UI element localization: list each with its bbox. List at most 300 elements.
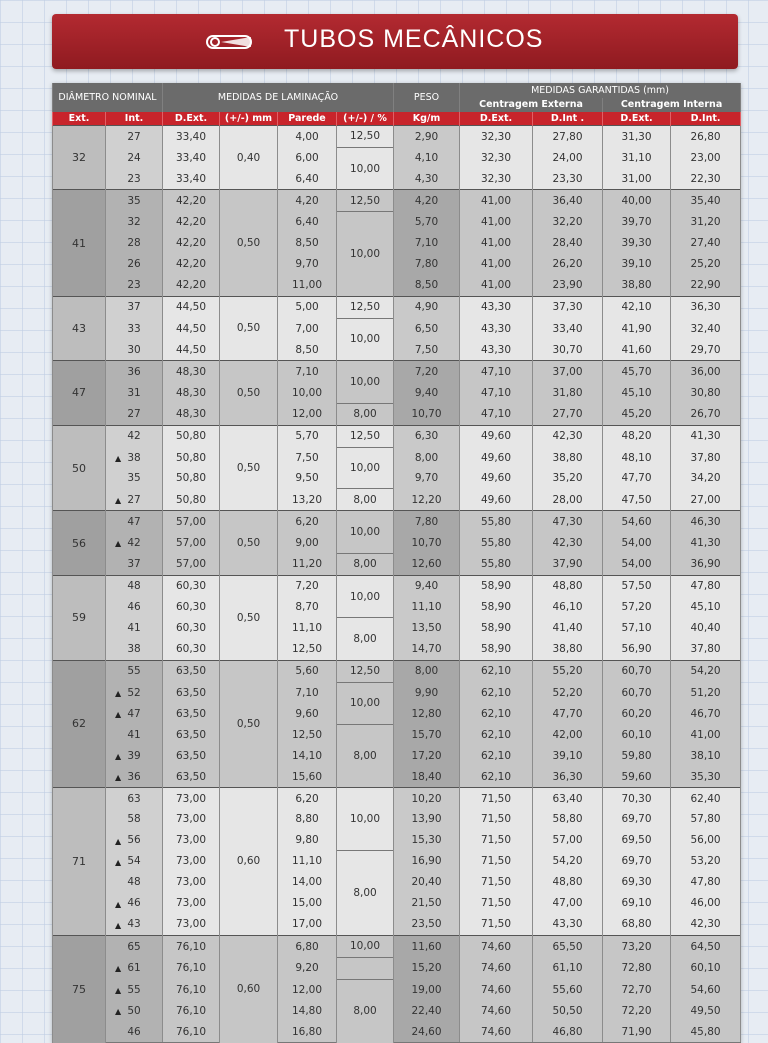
cell-ce-dext: 62,10 [460, 766, 533, 787]
cell-int-value: 54 [127, 855, 141, 868]
cell-kgm: 15,70 [394, 724, 460, 745]
cell-parede: 9,70 [278, 254, 337, 275]
cell-ce-dint: 43,30 [533, 914, 603, 935]
cell-ext: 75 [53, 935, 106, 1042]
cell-dext: 73,00 [163, 872, 220, 893]
cell-kgm: 4,90 [394, 296, 460, 318]
cell-parede: 6,20 [278, 511, 337, 532]
cell-int-value: 38 [127, 643, 141, 656]
cell-ce-dext: 58,90 [460, 575, 533, 596]
cell-int [106, 575, 163, 596]
cell-parede: 16,80 [278, 1021, 337, 1042]
cell-ce-dint: 28,00 [533, 489, 603, 511]
cell-ce-dint: 38,80 [533, 447, 603, 468]
table-row [53, 914, 741, 935]
cell-int [106, 190, 163, 212]
cell-kgm: 10,70 [394, 532, 460, 553]
cell-ci-dint: 40,40 [671, 618, 741, 639]
cell-ce-dint: 61,10 [533, 957, 603, 979]
cell-ce-dext: 74,60 [460, 1000, 533, 1021]
cell-ci-dext: 72,70 [603, 979, 671, 1000]
cell-ce-dint: 42,30 [533, 425, 603, 447]
cell-kgm: 14,70 [394, 639, 460, 660]
cell-int-value: 30 [127, 343, 141, 356]
cell-ci-dint: 22,90 [671, 275, 741, 296]
cell-ci-dext: 39,70 [603, 212, 671, 233]
cell-ce-dint: 26,20 [533, 254, 603, 275]
col-ext: Ext. [53, 112, 106, 126]
cell-ci-dint: 54,20 [671, 660, 741, 682]
cell-ci-dint: 45,80 [671, 1021, 741, 1042]
cell-ci-dint: 36,90 [671, 553, 741, 575]
cell-ce-dint: 30,70 [533, 339, 603, 360]
cell-ce-dext: 71,50 [460, 788, 533, 809]
cell-kgm: 9,40 [394, 382, 460, 403]
table-row [53, 553, 741, 575]
cell-parede: 6,40 [278, 168, 337, 189]
cell-ce-dext: 47,10 [460, 361, 533, 382]
header-peso: PESO [394, 83, 460, 112]
cell-ci-dint: 64,50 [671, 935, 741, 957]
cell-ci-dint: 57,80 [671, 809, 741, 830]
cell-kgm: 11,60 [394, 935, 460, 957]
cell-parede: 6,00 [278, 147, 337, 168]
cell-dext: 63,50 [163, 745, 220, 766]
table-row [53, 724, 741, 745]
col-tol-mm: (+/-) mm [220, 112, 278, 126]
cell-ci-dext: 60,10 [603, 724, 671, 745]
cell-kgm: 7,10 [394, 233, 460, 254]
cell-tol-pct: 10,00 [337, 935, 394, 957]
table-row [53, 935, 741, 957]
col-ci-dint: D.Int. [671, 112, 741, 126]
cell-ce-dint: 33,40 [533, 318, 603, 339]
cell-int-value: 46 [127, 1025, 141, 1038]
cell-ce-dext: 41,00 [460, 275, 533, 296]
cell-ce-dint: 36,40 [533, 190, 603, 212]
cell-parede: 11,20 [278, 553, 337, 575]
cell-ce-dint: 47,00 [533, 893, 603, 914]
table-row [53, 597, 741, 618]
cell-ci-dint: 32,40 [671, 318, 741, 339]
cell-int-value: 58 [127, 813, 141, 826]
cell-parede: 5,00 [278, 296, 337, 318]
cell-ce-dint: 32,20 [533, 212, 603, 233]
cell-ce-dext: 41,00 [460, 233, 533, 254]
cell-parede: 8,80 [278, 809, 337, 830]
cell-int [106, 724, 163, 745]
cell-ce-dext: 74,60 [460, 979, 533, 1000]
triangle-marker-icon: ▲ [115, 752, 122, 762]
cell-ce-dint: 52,20 [533, 682, 603, 703]
cell-kgm: 7,80 [394, 511, 460, 532]
cell-ci-dint: 41,30 [671, 425, 741, 447]
cell-tol-mm: 0,50 [220, 361, 278, 425]
cell-ci-dext: 56,90 [603, 639, 671, 660]
triangle-marker-icon: ▲ [115, 920, 122, 930]
cell-ci-dint: 46,70 [671, 703, 741, 724]
cell-int-value: 48 [127, 580, 141, 593]
cell-int [106, 126, 163, 148]
cell-ce-dext: 49,60 [460, 489, 533, 511]
cell-ci-dext: 48,10 [603, 447, 671, 468]
cell-kgm: 6,30 [394, 425, 460, 447]
col-ce-dext: D.Ext. [460, 112, 533, 126]
cell-ci-dext: 42,10 [603, 296, 671, 318]
cell-ce-dext: 74,60 [460, 1021, 533, 1042]
cell-dext: 73,00 [163, 851, 220, 872]
triangle-marker-icon: ▲ [115, 899, 122, 909]
cell-kgm: 20,40 [394, 872, 460, 893]
cell-ce-dext: 55,80 [460, 553, 533, 575]
cell-tol-mm: 0,60 [220, 788, 278, 936]
cell-kgm: 16,90 [394, 851, 460, 872]
cell-ci-dext: 41,90 [603, 318, 671, 339]
cell-kgm: 15,30 [394, 830, 460, 851]
cell-int [106, 682, 163, 703]
table-row [53, 489, 741, 511]
cell-int [106, 766, 163, 787]
cell-dext: 76,10 [163, 957, 220, 979]
cell-dext: 73,00 [163, 809, 220, 830]
cell-kgm: 17,20 [394, 745, 460, 766]
cell-dext: 50,80 [163, 489, 220, 511]
cell-ci-dint: 56,00 [671, 830, 741, 851]
cell-ext: 56 [53, 511, 106, 575]
cell-int-value: 41 [127, 728, 141, 741]
cell-int [106, 1021, 163, 1042]
cell-int [106, 639, 163, 660]
cell-ci-dint: 37,80 [671, 639, 741, 660]
cell-int [106, 1000, 163, 1021]
cell-ci-dext: 38,80 [603, 275, 671, 296]
col-dext: D.Ext. [163, 112, 220, 126]
cell-dext: 73,00 [163, 914, 220, 935]
cell-tol-pct: 10,00 [337, 147, 394, 189]
table-row [53, 212, 741, 233]
cell-ci-dint: 30,80 [671, 382, 741, 403]
cell-dext: 42,20 [163, 275, 220, 296]
table-row [53, 275, 741, 296]
cell-int-value: 65 [127, 940, 141, 953]
cell-ci-dint: 25,20 [671, 254, 741, 275]
cell-parede: 8,50 [278, 339, 337, 360]
cell-int [106, 553, 163, 575]
cell-int-value: 36 [127, 365, 141, 378]
col-tol-pct: (+/-) / % [337, 112, 394, 126]
cell-parede: 17,00 [278, 914, 337, 935]
table-row [53, 979, 741, 1000]
cell-tol-mm: 0,60 [220, 935, 278, 1042]
cell-tol-pct: 8,00 [337, 724, 394, 787]
cell-dext: 63,50 [163, 703, 220, 724]
cell-kgm: 9,90 [394, 682, 460, 703]
cell-ci-dint: 29,70 [671, 339, 741, 360]
cell-parede: 12,00 [278, 403, 337, 425]
cell-ci-dext: 48,20 [603, 425, 671, 447]
cell-kgm: 18,40 [394, 766, 460, 787]
cell-ce-dext: 58,90 [460, 618, 533, 639]
cell-ce-dint: 27,80 [533, 126, 603, 148]
cell-ce-dext: 58,90 [460, 639, 533, 660]
cell-ci-dint: 53,20 [671, 851, 741, 872]
cell-ci-dint: 27,00 [671, 489, 741, 511]
page-title: TUBOS MECÂNICOS [284, 25, 544, 53]
table-row [53, 703, 741, 724]
cell-dext: 76,10 [163, 1021, 220, 1042]
cell-ce-dint: 46,10 [533, 597, 603, 618]
cell-tol-mm: 0,50 [220, 660, 278, 787]
cell-parede: 7,20 [278, 575, 337, 596]
cell-ce-dext: 32,30 [460, 126, 533, 148]
cell-ci-dext: 72,20 [603, 1000, 671, 1021]
cell-dext: 44,50 [163, 296, 220, 318]
cell-kgm: 13,50 [394, 618, 460, 639]
cell-parede: 6,40 [278, 212, 337, 233]
cell-int [106, 957, 163, 979]
cell-int [106, 468, 163, 489]
cell-dext: 48,30 [163, 361, 220, 382]
cell-int-value: 46 [127, 601, 141, 614]
cell-int-value: 52 [127, 686, 141, 699]
cell-int-value: 39 [127, 749, 141, 762]
col-parede: Parede [278, 112, 337, 126]
cell-ci-dint: 60,10 [671, 957, 741, 979]
table-row [53, 809, 741, 830]
cell-ce-dint: 41,40 [533, 618, 603, 639]
cell-ci-dint: 62,40 [671, 788, 741, 809]
cell-dext: 42,20 [163, 233, 220, 254]
cell-ce-dint: 23,30 [533, 168, 603, 189]
cell-ci-dext: 69,70 [603, 809, 671, 830]
cell-ce-dext: 74,60 [460, 957, 533, 979]
cell-tol-pct: 12,50 [337, 425, 394, 447]
cell-dext: 50,80 [163, 425, 220, 447]
cell-ce-dext: 32,30 [460, 168, 533, 189]
cell-dext: 73,00 [163, 788, 220, 809]
cell-ce-dint: 46,80 [533, 1021, 603, 1042]
cell-int [106, 893, 163, 914]
table-row [53, 660, 741, 682]
cell-ci-dext: 73,20 [603, 935, 671, 957]
table-row [53, 296, 741, 318]
col-ce-dint: D.Int . [533, 112, 603, 126]
cell-ci-dext: 45,10 [603, 382, 671, 403]
cell-ci-dint: 26,80 [671, 126, 741, 148]
cell-int [106, 318, 163, 339]
cell-int-value: 43 [127, 918, 141, 931]
cell-ce-dint: 36,30 [533, 766, 603, 787]
cell-ci-dext: 47,70 [603, 468, 671, 489]
cell-ci-dext: 39,30 [603, 233, 671, 254]
cell-tol-pct: 12,50 [337, 126, 394, 148]
cell-ce-dint: 35,20 [533, 468, 603, 489]
cell-int-value: 50 [127, 1004, 141, 1017]
cell-dext: 57,00 [163, 511, 220, 532]
cell-ce-dext: 49,60 [460, 468, 533, 489]
cell-ce-dint: 48,80 [533, 575, 603, 596]
cell-int [106, 147, 163, 168]
cell-ce-dext: 62,10 [460, 724, 533, 745]
cell-ext: 71 [53, 788, 106, 936]
table-row [53, 233, 741, 254]
cell-ci-dext: 54,00 [603, 532, 671, 553]
cell-dext: 73,00 [163, 893, 220, 914]
triangle-marker-icon: ▲ [115, 986, 122, 996]
cell-int-value: 26 [127, 258, 141, 271]
triangle-marker-icon: ▲ [115, 495, 122, 505]
cell-parede: 9,20 [278, 957, 337, 979]
tube-logo-icon [206, 34, 256, 50]
cell-ci-dext: 57,20 [603, 597, 671, 618]
triangle-marker-icon: ▲ [115, 539, 122, 549]
cell-parede: 12,00 [278, 979, 337, 1000]
cell-int [106, 872, 163, 893]
cell-ext: 62 [53, 660, 106, 787]
cell-parede: 15,60 [278, 766, 337, 787]
cell-int-value: 48 [127, 876, 141, 889]
cell-ci-dint: 23,00 [671, 147, 741, 168]
table-row [53, 639, 741, 660]
cell-parede: 9,60 [278, 703, 337, 724]
cell-ce-dint: 58,80 [533, 809, 603, 830]
table-body [53, 126, 741, 1043]
cell-tol-pct: 8,00 [337, 851, 394, 935]
cell-ce-dext: 55,80 [460, 532, 533, 553]
cell-kgm: 24,60 [394, 1021, 460, 1042]
cell-int [106, 212, 163, 233]
cell-int-value: 42 [127, 430, 141, 443]
cell-kgm: 21,50 [394, 893, 460, 914]
cell-int [106, 618, 163, 639]
cell-ce-dint: 48,80 [533, 872, 603, 893]
cell-tol-pct: 12,50 [337, 660, 394, 682]
cell-kgm: 9,70 [394, 468, 460, 489]
column-header-row [53, 112, 741, 126]
cell-ce-dint: 37,90 [533, 553, 603, 575]
cell-parede: 14,10 [278, 745, 337, 766]
table-row [53, 872, 741, 893]
cell-int [106, 935, 163, 957]
cell-int-value: 24 [127, 151, 141, 164]
cell-int-value: 28 [127, 237, 141, 250]
cell-parede: 9,80 [278, 830, 337, 851]
table-row [53, 618, 741, 639]
cell-ci-dint: 36,00 [671, 361, 741, 382]
triangle-marker-icon: ▲ [115, 689, 122, 699]
cell-dext: 33,40 [163, 168, 220, 189]
cell-ci-dext: 69,70 [603, 851, 671, 872]
cell-ci-dext: 39,10 [603, 254, 671, 275]
cell-ci-dint: 41,30 [671, 532, 741, 553]
cell-dext: 60,30 [163, 575, 220, 596]
cell-int-value: 56 [127, 834, 141, 847]
cell-tol-pct: 10,00 [337, 447, 394, 489]
cell-ci-dint: 46,00 [671, 893, 741, 914]
cell-ci-dext: 68,80 [603, 914, 671, 935]
cell-parede: 7,50 [278, 447, 337, 468]
cell-ce-dint: 37,30 [533, 296, 603, 318]
cell-ci-dext: 69,10 [603, 893, 671, 914]
cell-ce-dint: 63,40 [533, 788, 603, 809]
cell-tol-mm: 0,50 [220, 511, 278, 575]
cell-int-value: 55 [127, 983, 141, 996]
cell-int [106, 703, 163, 724]
col-ci-dext: D.Ext. [603, 112, 671, 126]
cell-kgm: 4,30 [394, 168, 460, 189]
table-row [53, 382, 741, 403]
cell-ce-dext: 32,30 [460, 147, 533, 168]
cell-ce-dint: 42,00 [533, 724, 603, 745]
table-row [53, 1000, 741, 1021]
cell-kgm: 6,50 [394, 318, 460, 339]
cell-int-value: 38 [127, 451, 141, 464]
cell-ci-dint: 49,50 [671, 1000, 741, 1021]
cell-kgm: 11,10 [394, 597, 460, 618]
cell-ci-dint: 35,30 [671, 766, 741, 787]
table-row [53, 126, 741, 148]
cell-int-value: 61 [127, 962, 141, 975]
cell-tol-mm: 0,50 [220, 425, 278, 511]
cell-ci-dext: 31,00 [603, 168, 671, 189]
cell-int-value: 42 [127, 536, 141, 549]
table-row [53, 468, 741, 489]
cell-int-value: 63 [127, 792, 141, 805]
cell-tol-pct: 10,00 [337, 575, 394, 617]
cell-parede: 4,00 [278, 126, 337, 148]
cell-ci-dint: 45,10 [671, 597, 741, 618]
cell-parede: 8,70 [278, 597, 337, 618]
cell-ce-dint: 28,40 [533, 233, 603, 254]
cell-ci-dint: 36,30 [671, 296, 741, 318]
cell-dext: 44,50 [163, 339, 220, 360]
cell-ci-dext: 54,00 [603, 553, 671, 575]
cell-dext: 63,50 [163, 766, 220, 787]
cell-dext: 76,10 [163, 979, 220, 1000]
table-row [53, 447, 741, 468]
cell-ce-dint: 47,30 [533, 511, 603, 532]
cell-dext: 73,00 [163, 830, 220, 851]
cell-dext: 44,50 [163, 318, 220, 339]
cell-ci-dext: 60,70 [603, 682, 671, 703]
cell-ci-dint: 46,30 [671, 511, 741, 532]
cell-kgm: 9,40 [394, 575, 460, 596]
cell-ce-dext: 41,00 [460, 212, 533, 233]
cell-tol-pct: 8,00 [337, 979, 394, 1042]
cell-ce-dint: 23,90 [533, 275, 603, 296]
cell-int [106, 809, 163, 830]
cell-ci-dint: 51,20 [671, 682, 741, 703]
cell-dext: 60,30 [163, 597, 220, 618]
cell-int-value: 27 [127, 130, 141, 143]
cell-ext: 50 [53, 425, 106, 511]
cell-kgm: 22,40 [394, 1000, 460, 1021]
cell-int-value: 23 [127, 279, 141, 292]
table-row [53, 254, 741, 275]
table-row [53, 830, 741, 851]
cell-kgm: 12,60 [394, 553, 460, 575]
table-row [53, 361, 741, 382]
cell-kgm: 8,00 [394, 660, 460, 682]
cell-kgm: 8,00 [394, 447, 460, 468]
cell-parede: 8,50 [278, 233, 337, 254]
cell-int-value: 23 [127, 172, 141, 185]
cell-ce-dext: 71,50 [460, 809, 533, 830]
cell-ci-dext: 57,50 [603, 575, 671, 596]
cell-ce-dint: 42,30 [533, 532, 603, 553]
cell-ci-dext: 54,60 [603, 511, 671, 532]
cell-ci-dint: 42,30 [671, 914, 741, 935]
